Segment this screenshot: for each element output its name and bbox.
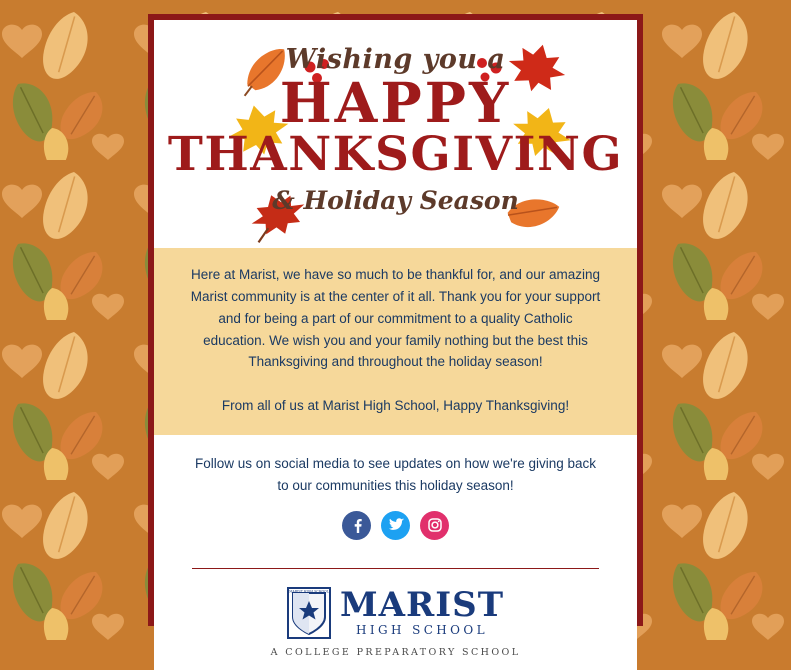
logo-wordmark xyxy=(339,584,505,638)
hero-line-4: & Holiday Season xyxy=(272,186,519,216)
instagram-icon[interactable] xyxy=(420,511,449,540)
hero-line-3: THANKSGIVING xyxy=(167,127,624,183)
logo-row xyxy=(154,584,637,639)
logo-band xyxy=(154,569,637,670)
logo-tagline: A COLLEGE PREPARATORY SCHOOL xyxy=(270,646,521,658)
email-card xyxy=(148,14,643,658)
logo-name: MARIST xyxy=(339,584,505,625)
social-text: Follow us on social media to see updates on how we're giving back to our communities this holiday season! xyxy=(194,456,597,494)
social-icon-row xyxy=(192,511,599,540)
facebook-icon[interactable] xyxy=(342,511,371,540)
hero-line-1: Wishing you a xyxy=(285,44,506,75)
social-band xyxy=(154,435,637,550)
hero-banner xyxy=(154,20,637,248)
message-band xyxy=(154,248,637,435)
svg-text:MARIST HIGH SCHOOL: MARIST HIGH SCHOOL xyxy=(289,589,329,594)
hero-line-2: HAPPY xyxy=(279,70,512,135)
logo-subname: HIGH SCHOOL xyxy=(356,623,488,638)
message-body: Here at Marist, we have so much to be thankful for, and our amazing Marist community is at the center of it all. Thank you for your support and for being a part of our commitment to a quality Catholic education. We wish you and your family nothing but the best this Thanksgiving and throughout the holiday season! xyxy=(190,267,601,370)
school-crest-icon xyxy=(287,587,331,639)
twitter-icon[interactable] xyxy=(381,511,410,540)
message-closing: From all of us at Marist High School, Happy Thanksgiving! xyxy=(221,398,570,414)
